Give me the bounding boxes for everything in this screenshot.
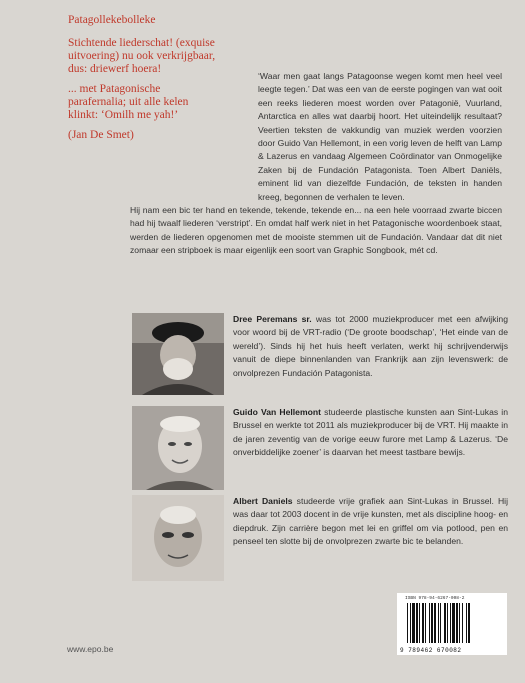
barcode-bar <box>431 603 433 643</box>
bio-name: Dree Peremans sr. <box>233 314 312 324</box>
quote-title: Patagollekebolleke <box>68 14 156 26</box>
barcode-bar <box>444 603 446 643</box>
bio-name: Albert Daniels <box>233 496 293 506</box>
barcode-bar <box>459 603 460 643</box>
portrait-image <box>132 406 224 490</box>
portrait-dree-peremans <box>132 313 224 395</box>
barcode-bars <box>407 603 499 643</box>
bio-text: was tot 2000 muziekproducer met een afwijking voor woord bij de VRT-radio (‘De groote boodschap’, ‘Het einde van de wereld’). Sinds hij het huis heeft verlaten, werkt hij schrijvenderwijs vanuit de diepe binnenlanden van Frankrijk aan zijn levenswerk: de onvolprezen Fundación Patagonista. <box>233 314 508 378</box>
quote-line-1: Stichtende liederschat! (exquise uitvoering) nu ook verkrijgbaar, dus: driewerf hoera! <box>68 37 216 75</box>
barcode-bar <box>462 603 463 643</box>
barcode-bar <box>425 603 426 643</box>
bio-name: Guido Van Hellemont <box>233 407 321 417</box>
barcode-bar <box>447 603 448 643</box>
barcode-bar <box>416 603 418 643</box>
barcode-bar <box>419 603 420 643</box>
intro-text <box>130 70 502 258</box>
portrait-guido-van-hellemont <box>132 406 224 490</box>
barcode-bar <box>468 603 470 643</box>
barcode-bar <box>429 603 430 643</box>
barcode-bar <box>452 603 455 643</box>
barcode-bar <box>407 603 408 643</box>
publisher-url[interactable]: www.epo.be <box>67 644 114 654</box>
bio-dree-peremans <box>233 313 508 380</box>
barcode-bar <box>438 603 439 643</box>
intro-paragraph-2: Hij nam een bic ter hand en tekende, tekende, tekende en... na een hele voorraad zwarte biccen had hij twaalf liederen ‘verstript’. En omdat half werk niet in het Patagonische woordenboek staat, werden de liederen opgenomen met de mooiste stemmen uit de Fundación. Vandaar dat dit niet zomaar een stripboek is maar eigenlijk een soort van Graphic Songbook, mét cd. <box>130 205 502 256</box>
barcode-bar <box>466 603 467 643</box>
bio-albert-daniels <box>233 495 508 549</box>
barcode-bar <box>450 603 451 643</box>
portrait-image <box>132 495 224 581</box>
barcode-digits: 9 789462 670082 <box>400 647 462 654</box>
barcode-bar <box>422 603 424 643</box>
portrait-image <box>132 313 224 395</box>
barcode-bar <box>410 603 411 643</box>
barcode-bar <box>440 603 441 643</box>
barcode-bar <box>412 603 415 643</box>
bio-text: studeerde plastische kunsten aan Sint-Lukas in Brussel en werkte tot 2011 als muziekproducer bij de VRT. Hij maakte in de jaren zeventig van de vorige eeuw furore met Lamp & Lazerus. ‘De onverbiddelijke zoener’ is daarvan het meest tastbare bewijs. <box>233 407 508 458</box>
quote-author: (Jan De Smet) <box>68 129 134 141</box>
intro-paragraph-1: ‘Waar men gaat langs Patagoonse wegen komt men heel veel leegte tegen.’ Dat was een van de eerste pogingen van wat ooit een reeks liederen moest worden over Patagonië, Vuurland, Antarctica en alles wat daarbij hoort. Het uiteindelijk resultaat? Veertien teksten de vakkundig van muziek werden voorzien door Guido Van Hellemont, in een vorig leven de helft van Lamp & Lazerus en vandaag Algemeen Coördinator van Onmogelijke Zaken bij de Fundación Patagonista. Toen Albert Daniëls, eminent lid van diezelfde Fundación, de teksten in handen kreeg, begonnen de verhalen te leven. <box>258 71 502 202</box>
barcode-bar <box>456 603 458 643</box>
quote-line-2: ... met Patagonische parafernalia; uit alle kelen klinkt: ‘Omilh me yah!’ <box>68 83 189 121</box>
barcode-bar <box>434 603 436 643</box>
portrait-albert-daniels <box>132 495 224 581</box>
bio-guido-van-hellemont <box>233 406 508 460</box>
isbn-text: ISBN 978-94-6267-008-2 <box>405 596 465 601</box>
barcode <box>397 593 507 655</box>
bio-text: studeerde vrije grafiek aan Sint-Lukas in Brussel. Hij was daar tot 2003 docent in de vrije kunsten, met als discipline hoog- en diepdruk. Zijn carrière begon met lei en griffel om via potlood, pen en penseel ten slotte bij de onvolprezen zwarte bic te belanden. <box>233 496 508 547</box>
